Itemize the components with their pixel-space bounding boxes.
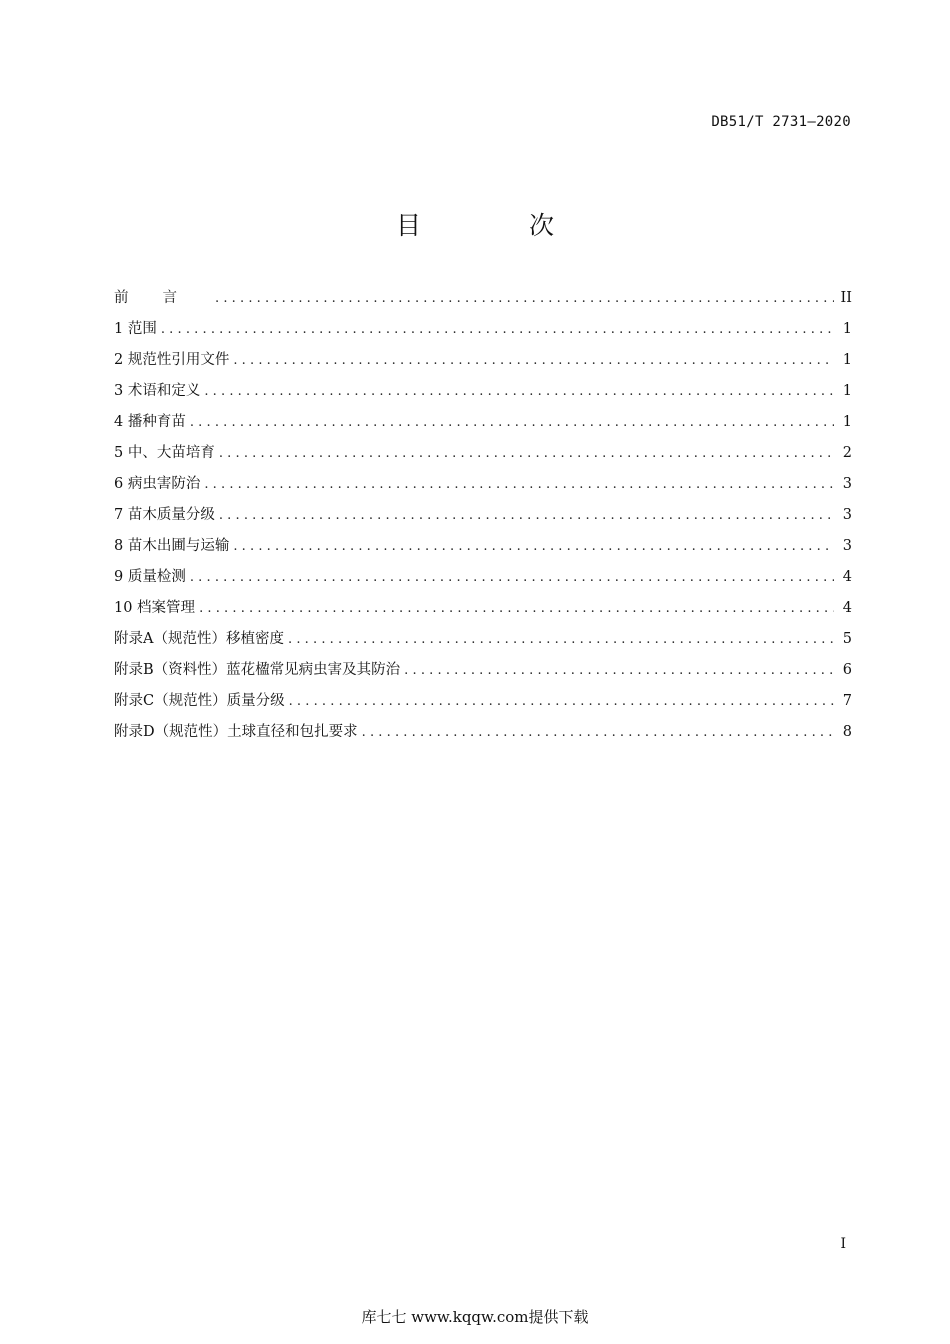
toc-entry-label: 10 档案管理	[114, 600, 196, 616]
toc-entry[interactable]	[114, 410, 852, 441]
toc-dot-leader	[204, 384, 834, 399]
table-of-contents	[114, 286, 852, 751]
toc-dot-leader	[233, 539, 834, 554]
toc-entry-page: 1	[842, 321, 852, 337]
page-number: I	[840, 1236, 846, 1252]
toc-entry-page: 3	[842, 507, 852, 523]
toc-entry-label: 附录D（规范性）土球直径和包扎要求	[114, 724, 358, 740]
toc-entry-page: 1	[842, 352, 852, 368]
toc-entry-page: 6	[842, 662, 852, 678]
toc-entry[interactable]	[114, 286, 852, 317]
toc-entry-label: 8 苗木出圃与运输	[114, 538, 230, 554]
toc-entry[interactable]	[114, 348, 852, 379]
toc-entry-page: 7	[842, 693, 852, 709]
toc-dot-leader	[215, 291, 834, 306]
toc-entry[interactable]	[114, 627, 852, 658]
toc-dot-leader	[362, 725, 834, 740]
toc-dot-leader	[161, 322, 834, 337]
toc-dot-leader	[404, 663, 834, 678]
toc-entry-label: 1 范围	[114, 321, 157, 337]
document-code: DB51/T 2731—2020	[711, 114, 851, 130]
toc-dot-leader	[204, 477, 834, 492]
toc-entry[interactable]	[114, 472, 852, 503]
toc-entry[interactable]	[114, 658, 852, 689]
toc-entry-page: 4	[842, 600, 852, 616]
toc-entry[interactable]	[114, 565, 852, 596]
toc-entry-label: 前言	[114, 290, 211, 306]
toc-entry[interactable]	[114, 441, 852, 472]
toc-entry[interactable]	[114, 379, 852, 410]
toc-dot-leader	[190, 570, 834, 585]
toc-entry-page: 2	[842, 445, 852, 461]
toc-entry[interactable]	[114, 689, 852, 720]
toc-entry[interactable]	[114, 596, 852, 627]
toc-entry-label: 6 病虫害防治	[114, 476, 201, 492]
toc-entry-page: 5	[842, 631, 852, 647]
toc-entry-label: 附录B（资料性）蓝花楹常见病虫害及其防治	[114, 662, 401, 678]
toc-entry-label: 2 规范性引用文件	[114, 352, 230, 368]
toc-dot-leader	[288, 632, 834, 647]
toc-entry-label: 附录C（规范性）质量分级	[114, 693, 285, 709]
toc-entry-page: 3	[842, 476, 852, 492]
toc-entry-page: 3	[842, 538, 852, 554]
toc-dot-leader	[199, 601, 834, 616]
toc-entry-label: 附录A（规范性）移植密度	[114, 631, 284, 647]
toc-entry-page: 1	[842, 383, 852, 399]
toc-title: 目 次	[396, 211, 604, 240]
toc-entry-label: 3 术语和定义	[114, 383, 201, 399]
toc-entry-label: 9 质量检测	[114, 569, 186, 585]
toc-entry[interactable]	[114, 534, 852, 565]
toc-entry-page: 4	[842, 569, 852, 585]
toc-dot-leader	[289, 694, 834, 709]
toc-dot-leader	[219, 508, 834, 523]
toc-entry-label: 5 中、大苗培育	[114, 445, 215, 461]
toc-dot-leader	[190, 415, 834, 430]
toc-entry-page: 1	[842, 414, 852, 430]
toc-entry-label: 7 苗木质量分级	[114, 507, 215, 523]
toc-entry-page: II	[840, 290, 852, 306]
toc-entry[interactable]	[114, 317, 852, 348]
toc-entry-label: 4 播种育苗	[114, 414, 186, 430]
toc-dot-leader	[219, 446, 834, 461]
toc-entry[interactable]	[114, 720, 852, 751]
footer-download-note: 库七七 www.kqqw.com提供下载	[361, 1308, 589, 1326]
toc-entry-page: 8	[842, 724, 852, 740]
toc-dot-leader	[233, 353, 834, 368]
toc-entry[interactable]	[114, 503, 852, 534]
